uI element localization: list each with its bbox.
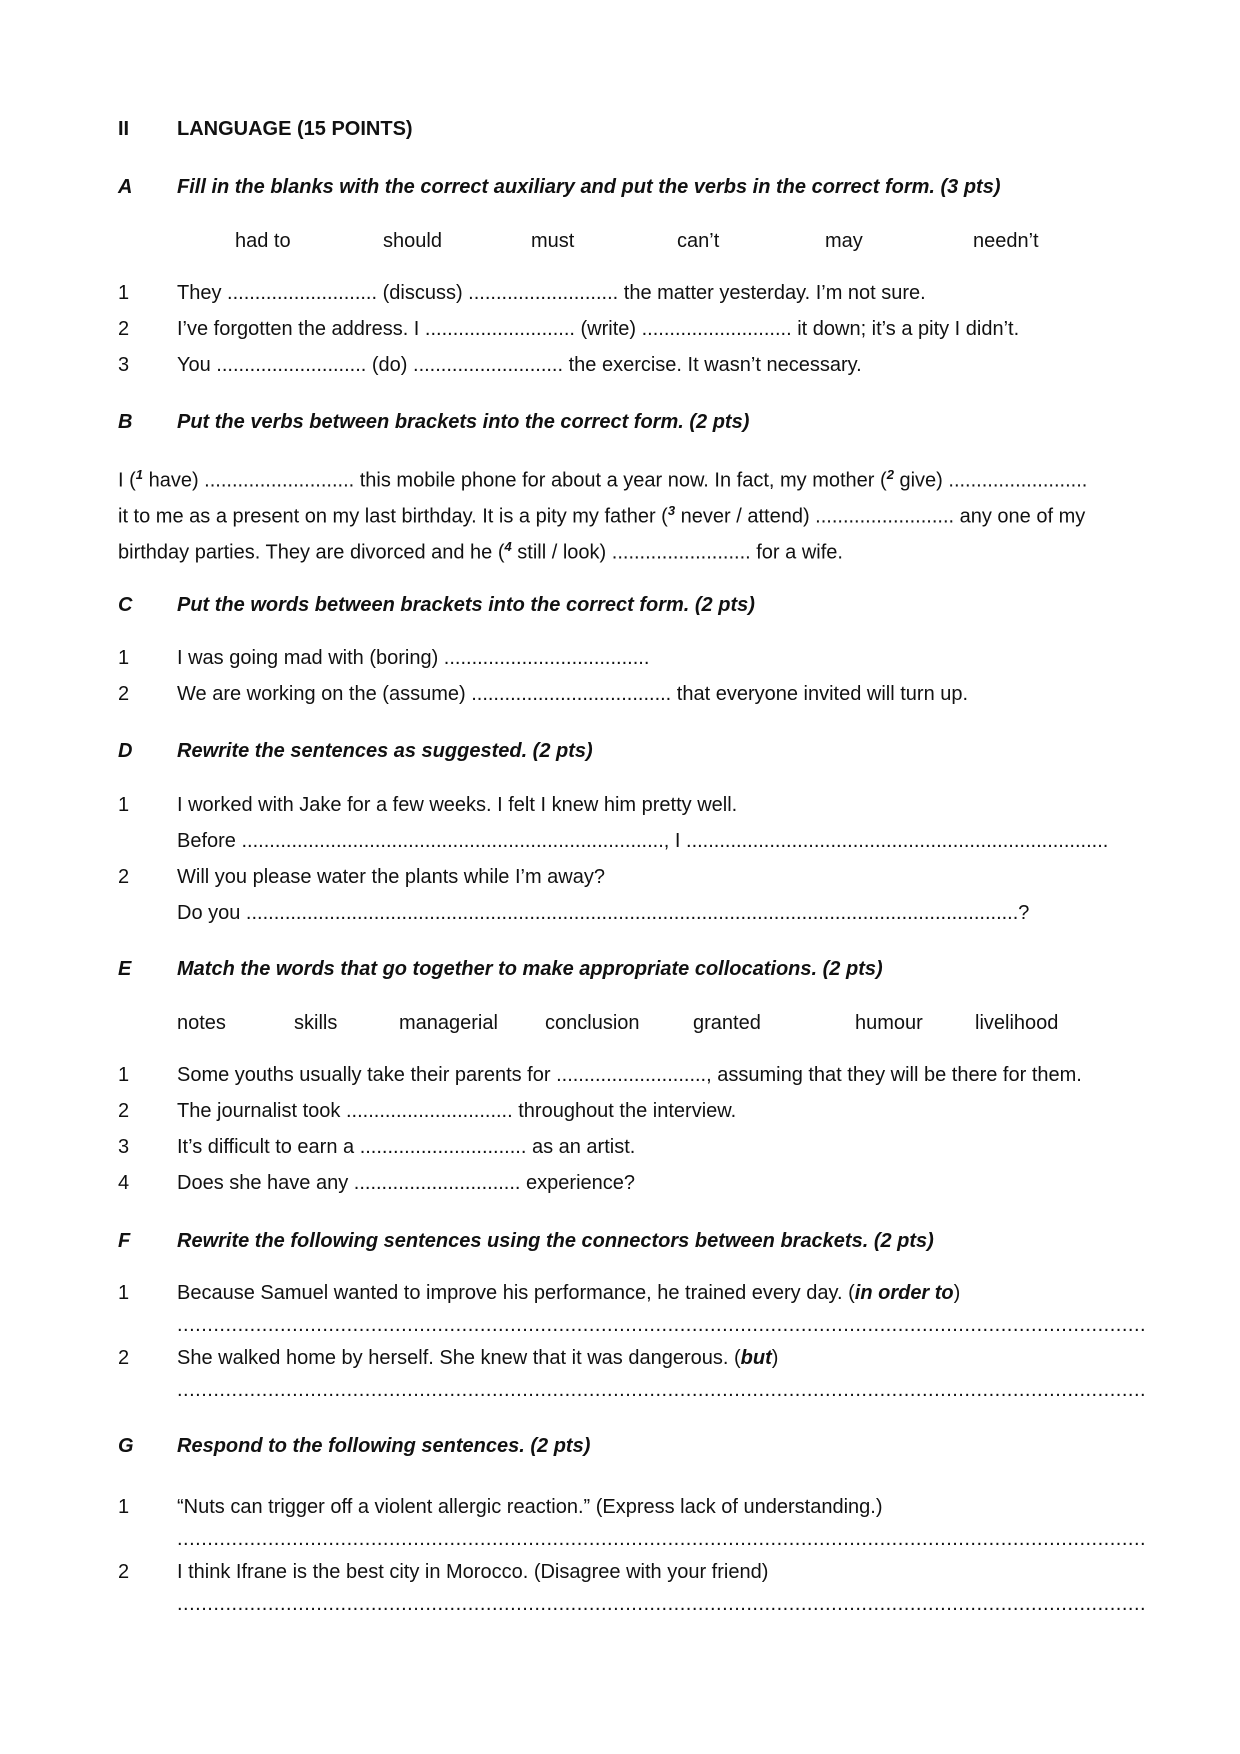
item-number: 2 [118, 318, 130, 340]
section-d-instruction: Rewrite the sentences as suggested. (2 pts) [177, 740, 593, 762]
word-box-item: should [383, 230, 442, 252]
word-box-item: must [531, 230, 575, 252]
item-number: 3 [118, 1136, 130, 1158]
item-number: 3 [118, 354, 130, 376]
superscript-number: 3 [667, 503, 676, 518]
section-f-instruction: Rewrite the following sentences using the connectors between brackets. (2 pts) [177, 1230, 934, 1252]
exercise-sentence: You ........................... (do) ........................... the exercise. It wasn’t necessary. [177, 354, 862, 376]
exercise-sentence: Some youths usually take their parents for ..........................., assuming that they will be there for them. [177, 1064, 1082, 1086]
item-number: 2 [118, 683, 130, 705]
exercise-sentence: Does she have any .............................. experience? [177, 1172, 635, 1194]
part-roman-numeral: II [118, 118, 130, 140]
section-c-instruction: Put the words between brackets into the correct form. (2 pts) [177, 594, 755, 616]
section-b-letter: B [118, 411, 133, 433]
item-number: 2 [118, 1100, 130, 1122]
answer-line[interactable]: ................................................................................................................................................................ [177, 1379, 1147, 1401]
connector-word: in order to [854, 1282, 954, 1304]
word-box-item: managerial [399, 1012, 498, 1034]
exercise-sentence: I worked with Jake for a few weeks. I felt I knew him pretty well. [177, 794, 738, 816]
section-g-letter: G [118, 1435, 134, 1457]
exercise-sentence: I’ve forgotten the address. I ........................... (write) ........................... it down; it’s a pity I didn’t. [177, 318, 1020, 340]
superscript-number: 4 [504, 539, 512, 554]
word-box-item: conclusion [545, 1012, 640, 1034]
paragraph-line: it to me as a present on my last birthday. It is a pity my father ($^3$ never / attend) ......................... any one of my [118, 503, 1086, 528]
paragraph-line: I ($^1$ have) ........................... this mobile phone for about a year now. In fact, my mother ($^2$ give) ......................... [118, 467, 1088, 492]
answer-line[interactable]: ................................................................................................................................................................ [177, 1528, 1147, 1550]
section-f-letter: F [118, 1230, 131, 1252]
word-box-item: had to [235, 230, 291, 252]
item-number: 2 [118, 1561, 130, 1583]
section-g-instruction: Respond to the following sentences. (2 pts) [177, 1435, 591, 1457]
exercise-sentence: “Nuts can trigger off a violent allergic reaction.” (Express lack of understanding.) [177, 1496, 883, 1518]
exercise-sentence: It’s difficult to earn a .............................. as an artist. [177, 1136, 636, 1158]
word-box-item: notes [177, 1012, 226, 1034]
item-number: 4 [118, 1172, 130, 1194]
word-box-item: may [825, 230, 863, 252]
section-a-letter: A [118, 176, 133, 198]
word-box-item: livelihood [975, 1012, 1059, 1034]
exercise-sentence: We are working on the (assume) .................................... that everyone invited will turn up. [177, 683, 969, 705]
section-e-letter: E [118, 958, 132, 980]
section-b-instruction: Put the verbs between brackets into the correct form. (2 pts) [177, 411, 750, 433]
item-number: 1 [118, 282, 130, 304]
exercise-sentence: The journalist took .............................. throughout the interview. [177, 1100, 737, 1122]
item-number: 2 [118, 1347, 130, 1369]
section-c-letter: C [118, 594, 133, 616]
superscript-number: 1 [135, 467, 144, 482]
exercise-sentence: She walked home by herself. She knew that it was dangerous. (but) [177, 1347, 779, 1369]
item-number: 2 [118, 866, 130, 888]
superscript-number: 2 [886, 467, 894, 482]
item-number: 1 [118, 794, 130, 816]
item-number: 1 [118, 1064, 130, 1086]
answer-line[interactable]: ................................................................................................................................................................ [177, 1314, 1147, 1336]
exercise-sentence: Will you please water the plants while I’m away? [177, 866, 605, 888]
word-box-item: humour [855, 1012, 923, 1034]
section-d-letter: D [118, 740, 133, 762]
rewrite-answer-line[interactable]: Before ............................................................................, I ............................................................................ [177, 830, 1109, 852]
word-box-item: can’t [677, 230, 720, 252]
section-e-instruction: Match the words that go together to make appropriate collocations. (2 pts) [177, 958, 883, 980]
item-number: 1 [118, 1282, 130, 1304]
answer-line[interactable]: ................................................................................................................................................................ [177, 1593, 1147, 1615]
exercise-sentence: I think Ifrane is the best city in Morocco. (Disagree with your friend) [177, 1561, 769, 1583]
section-a-instruction: Fill in the blanks with the correct auxiliary and put the verbs in the correct form. (3 pts) [177, 176, 1001, 198]
exercise-sentence: Because Samuel wanted to improve his performance, he trained every day. (in order to) [177, 1282, 961, 1304]
word-box-item: skills [294, 1012, 338, 1034]
paragraph-line: birthday parties. They are divorced and he ($^4$ still / look) ......................... for a wife. [118, 539, 843, 564]
word-box-item: needn’t [973, 230, 1039, 252]
exercise-sentence: I was going mad with (boring) ..................................... [177, 647, 650, 669]
rewrite-answer-line[interactable]: Do you ...........................................................................................................................................? [177, 902, 1030, 924]
item-number: 1 [118, 1496, 130, 1518]
item-number: 1 [118, 647, 130, 669]
part-title: LANGUAGE (15 POINTS) [177, 118, 413, 140]
word-box-item: granted [693, 1012, 761, 1034]
exercise-sentence: They ........................... (discuss) ........................... the matter yesterday. I’m not sure. [177, 282, 926, 304]
connector-word: but [740, 1347, 772, 1369]
